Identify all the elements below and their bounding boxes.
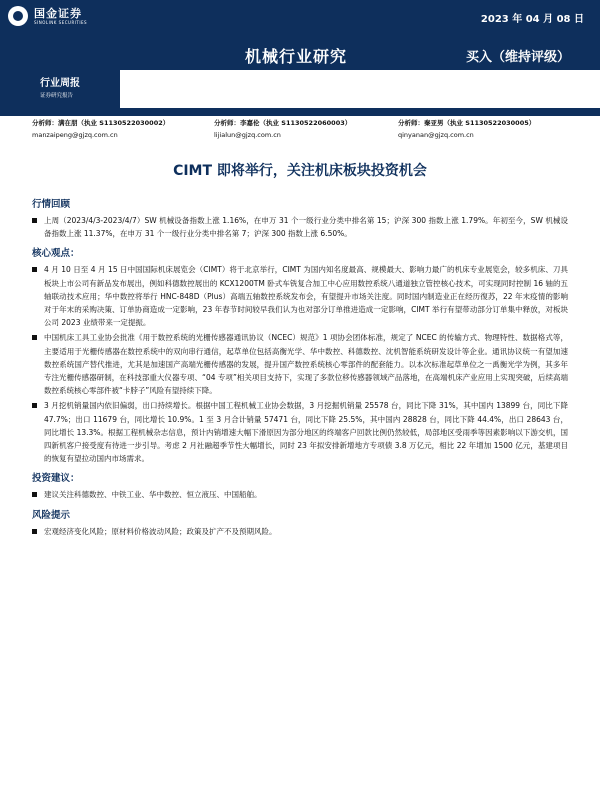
- report-headline: CIMT 即将举行，关注机床板块投资机会: [173, 163, 427, 179]
- bullet-icon: [32, 218, 37, 223]
- bullet-icon: [32, 492, 37, 497]
- rating-badge: 买入（维持评级）: [465, 50, 570, 65]
- list-item-text: 3 月挖机销量国内依旧偏弱，出口持续增长。根据中国工程机械工业协会数据，3 月挖掘机销量 25578 台，同比下降 31%，其中国内 13899 台，同比下降 47.7%；出口 11679 台，同比增长 10.9%。1 至 3 月合计销量 57471 台，同比下降 25.5%，其中国内 28828 台，同比下降 44.4%，出口 28643 台，同比增长 13.3%。根据工程机械杂志信息，预计内销增速大幅下滑原因为部分地区的终端客户回款比例仍然较低，局部地区受雨季等因素影响以下游交机，国四新机客户接受度有待进一步引导。考虑 2 月社融超季节性大幅增长，同时 23 年拟安排新增地方专项债 3.8 万亿元，相比 22 年增加 1500 亿元，基建项目的恢复有望拉动国内市场需求。: [44, 401, 568, 464]
- list-item-text: 上周（2023/4/3-2023/4/7）SW 机械设备指数上涨 1.16%，在申万 31 个一级行业分类中排名第 15；沪深 300 指数上涨 1.79%。年初至今，SW 机械设备指数上涨 11.37%，在申万 31 个一级行业分类中排名第 7；沪深 300 指数上涨 6.50%。: [44, 216, 568, 239]
- report-type: 行业周报: [40, 78, 80, 89]
- bullet-icon: [32, 267, 37, 272]
- list-item-text: 建议关注科德数控、中铁工业、华中数控、恒立液压、中国船舶。: [44, 490, 262, 500]
- list-item: [32, 399, 568, 465]
- section-title-advice: 投资建议：: [32, 473, 80, 485]
- list-item: [32, 263, 568, 329]
- section-title-review: 行情回顾: [32, 199, 71, 210]
- analyst-1: [32, 118, 169, 139]
- header-divider: [0, 108, 600, 116]
- list-item: [32, 525, 568, 538]
- analyst-email: lijialun@gjzq.com.cn: [214, 131, 281, 139]
- header-band-right: [120, 70, 600, 108]
- analyst-3: [398, 118, 535, 139]
- analyst-list: [0, 118, 600, 148]
- report-body: [32, 196, 568, 540]
- analyst-2: [214, 118, 351, 139]
- analyst-name: 分析师：满在朋（执业 S1130522030002）: [32, 119, 170, 127]
- list-item: [32, 214, 568, 240]
- analyst-email: manzaipeng@gjzq.com.cn: [32, 131, 118, 139]
- analyst-name: 分析师：李嘉伦（执业 S1130522060003）: [214, 119, 352, 127]
- report-header: [0, 0, 600, 120]
- logo-cn-text: 国金证券: [34, 6, 82, 20]
- bullet-icon: [32, 403, 37, 408]
- section-title-risk: 风险提示: [32, 509, 71, 521]
- report-subtype: 证券研究报告: [40, 93, 74, 99]
- report-title: 机械行业研究: [245, 47, 348, 66]
- list-item: [32, 488, 568, 501]
- section-title-views: 核心观点：: [32, 248, 80, 260]
- list-item-text: 宏观经济变化风险；原材料价格波动风险；政策及扩产不及预期风险。: [44, 526, 277, 536]
- analyst-name: 分析师：秦亚男（执业 S1130522030005）: [398, 119, 536, 127]
- list-item-text: 中国机床工具工业协会批准《用于数控系统的光栅传感器通讯协议（NCEC）规范》1 项协会团体标准，规定了 NCEC 的传输方式、物理特性、数据格式等，主要适用于光栅传感器在数控系统中的双向串行通信，起草单位包括高衡光学、华中数控、科德数控、沈机智能系统研发设计等企业。通讯协议统一有望加速数控系统国产替代推进，尤其是加速国产高端光栅传感器的发展，提升国产数控系统核心零部件的配套能力。以本次标准起草单位之一禹衡光学为例，其多年专注光栅传感器研制，在科技部重大仪器专项、“04 专项”相关项目支持下，实现了多款位移传感器领域产品落地，在高端机床产业应用上实现突破，后续高端数控系统核心零部件被“卡脖子”风险有望持续下降。: [44, 333, 568, 396]
- bullet-icon: [32, 335, 37, 340]
- logo-mark-icon: [8, 6, 28, 26]
- bullet-icon: [32, 529, 37, 534]
- report-date: 2023 年 04 月 08 日: [480, 14, 584, 25]
- list-item: [32, 331, 568, 397]
- analyst-email: qinyanan@gjzq.com.cn: [398, 131, 474, 139]
- list-item-text: 4 月 10 日至 4 月 15 日中国国际机床展览会（CIMT）将于北京举行，CIMT 为国内知名度最高、规模最大、影响力最广的机床专业展览会，较多机床、刀具板块上市公司有新品发布展出，例如科德数控展出的 KCX1200TM 卧式车铣复合加工中心应用数控系统八通道独立管控核心技术，可实现同时控制 16 轴的五轴联动技术应用；华中数控将举行 HNC-848D（Plus）高端五轴数控系统发布会，有望提升市场关注度。同时国内制造业正在经历復苏，22 年末疫情的影响对于年末的采购决策、订单协商造成一定影响，23 年春节时间较早我们认为也对部分订单推进造成一定影响，CIMT 举行有望带动部分订单集中释放，对板块公司 2023 业绩带来一定提振。: [44, 265, 568, 328]
- logo-en-text: SINOLINK SECURITIES: [34, 19, 88, 25]
- company-logo: [8, 6, 87, 26]
